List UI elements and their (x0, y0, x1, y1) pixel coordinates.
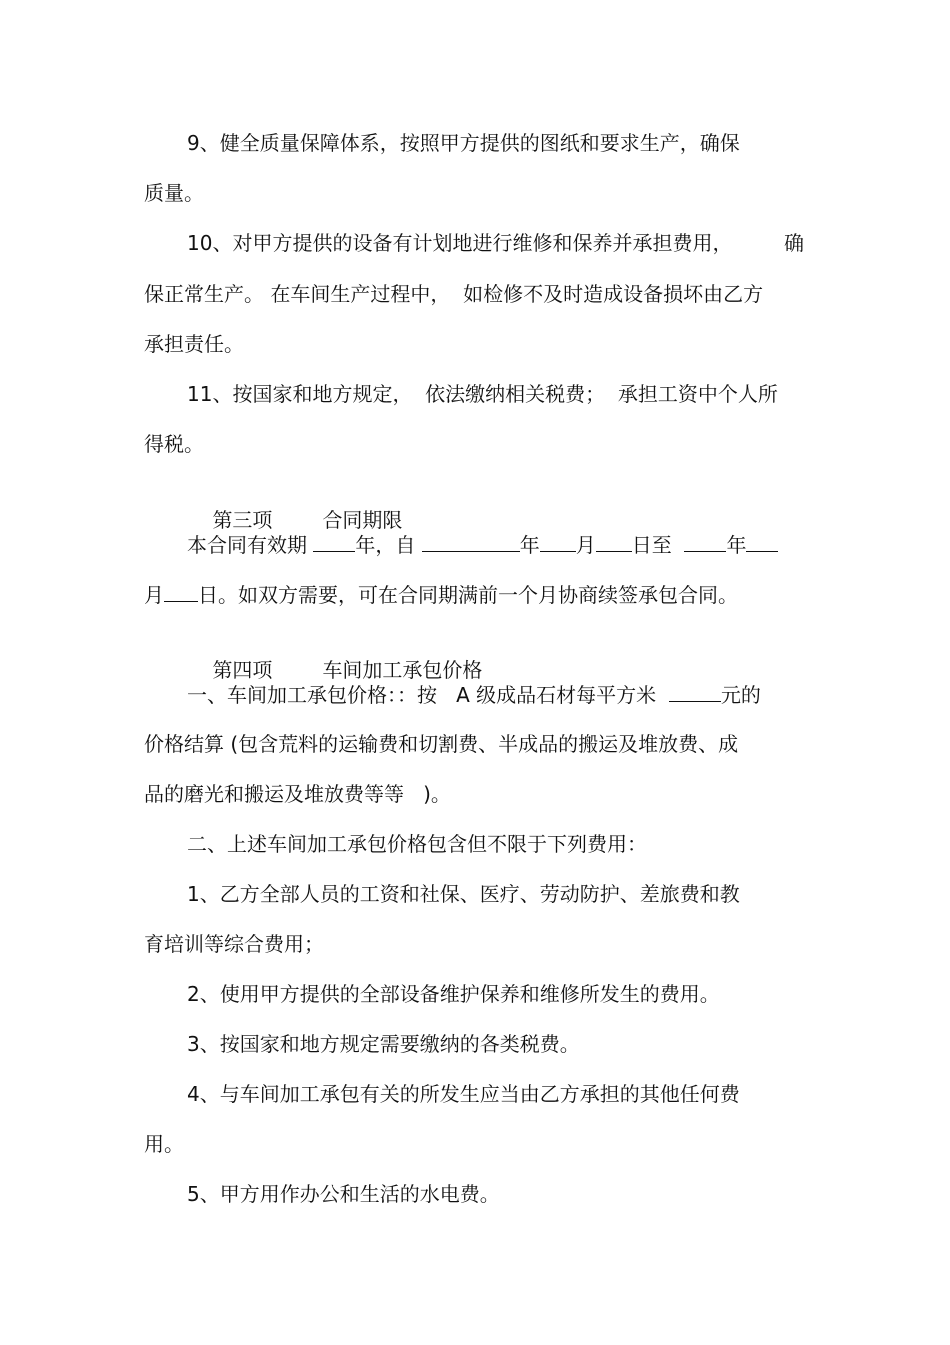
section-4-number: 第四项 (212, 658, 273, 682)
start-day-blank (596, 531, 632, 552)
fee-2: 2、使用甲方提供的全部设备维护保养和维修所发生的费用。 (187, 982, 720, 1006)
includes-intro: 二、上述车间加工承包价格包含但不限于下列费用： (187, 832, 647, 856)
term-years-blank (313, 531, 355, 552)
price-blank (669, 681, 721, 702)
fee-5: 5、甲方用作办公和生活的水电费。 (187, 1182, 500, 1206)
clause-10-line-2: 保正常生产。 在车间生产过程中， 如检修不及时造成设备损坏由乙方 (144, 282, 764, 306)
end-month-blank (746, 531, 778, 552)
clause-10-line-1: 10、对甲方提供的设备有计划地进行维修和保养并承担费用， (187, 231, 733, 255)
clause-10-line-3: 承担责任。 (144, 332, 244, 356)
price-line-3: 品的磨光和搬运及堆放费等等 )。 (144, 782, 451, 806)
start-year-blank (422, 531, 520, 552)
clause-11-line-1: 11、按国家和地方规定， 依法缴纳相关税费； 承担工资中个人所 (187, 382, 778, 406)
clause-10-line-1-end: 确 (784, 231, 804, 255)
end-day-blank (164, 581, 198, 602)
section-3-number: 第三项 (212, 508, 273, 532)
contract-term-line-2: 月 日。如双方需要，可在合同期满前一个月协商续签承包合同。 (144, 583, 738, 607)
fee-1-line-1: 1、乙方全部人员的工资和社保、医疗、劳动防护、差旅费和教 (187, 882, 740, 906)
fee-3: 3、按国家和地方规定需要缴纳的各类税费。 (187, 1032, 580, 1056)
price-line-2: 价格结算 (包含荒料的运输费和切割费、半成品的搬运及堆放费、成 (144, 732, 739, 756)
start-month-blank (540, 531, 576, 552)
price-line-1: 一、车间加工承包价格：：按 A 级成品石材每平方米 元的 (187, 683, 761, 707)
fee-1-line-2: 育培训等综合费用； (144, 932, 324, 956)
fee-4-line-2: 用。 (144, 1132, 184, 1156)
clause-9-line-2: 质量。 (144, 181, 204, 205)
clause-9-line-1: 9、健全质量保障体系，按照甲方提供的图纸和要求生产，确保 (187, 131, 740, 155)
section-4-title: 车间加工承包价格 (322, 658, 483, 682)
contract-term-line-1: 本合同有效期 年，自 年 月 日至 年 (187, 531, 778, 558)
fee-4-line-1: 4、与车间加工承包有关的所发生应当由乙方承担的其他任何费 (187, 1082, 740, 1106)
end-year-blank (684, 531, 726, 552)
section-3-title: 合同期限 (322, 508, 403, 532)
clause-11-line-2: 得税。 (144, 432, 204, 456)
